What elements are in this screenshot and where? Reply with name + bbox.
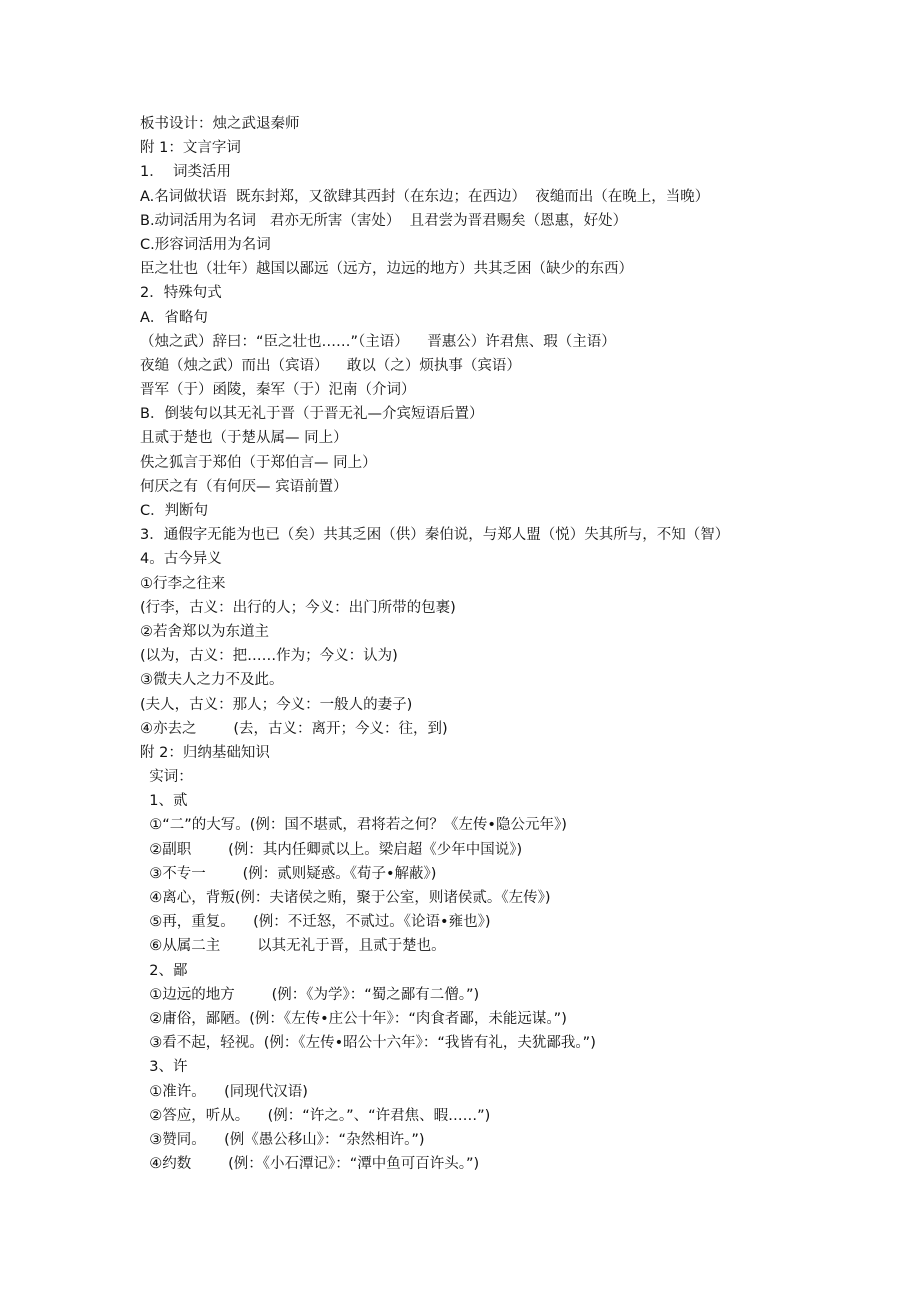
list-item: ②答应，听从。 (例：“许之。”、“许君焦、暇……”)	[140, 1107, 491, 1124]
list-item: ③看不起，轻视。(例：《左传•昭公十六年》：“我皆有礼，夫犹鄙我。”)	[140, 1035, 596, 1052]
list-item: ①准许。 (同现代汉语)	[140, 1083, 308, 1100]
list-item: ②庸俗，鄙陋。(例：《左传•庄公十年》：“肉食者鄙，未能远谋。”)	[140, 1010, 567, 1027]
subsection-heading: 3．通假字无能为也已（矣）共其乏困（供）秦伯说，与郑人盟（悦）失其所与，不知（智）	[140, 527, 730, 544]
text-line: B．倒装句以其无礼于晋（于晋无礼—介宾短语后置）	[140, 406, 484, 423]
text-line: A.名词做状语 既东封郑，又欲肆其西封（在东边；在西边） 夜缒而出（在晚上，当晚）	[140, 188, 710, 205]
text-line: 臣之壮也（壮年）越国以鄙远（远方，边远的地方）共其乏困（缺少的东西）	[140, 261, 633, 278]
document-body	[140, 112, 910, 1176]
text-line: 晋军（于）函陵，秦军（于）氾南（介词）	[140, 382, 416, 399]
list-item: ⑥从属二主 以其无礼于晋，且贰于楚也。	[140, 938, 446, 955]
text-line: A．省略句	[140, 309, 208, 326]
text-line: 佚之狐言于郑伯（于郑伯言— 同上）	[140, 454, 377, 471]
subsection-heading: 1、贰	[140, 793, 188, 810]
text-line: B.动词活用为名词 君亦无所害（害处） 且君尝为晋君赐矣（恩惠，好处）	[140, 212, 628, 229]
text-line: 何厌之有（有何厌— 宾语前置）	[140, 478, 348, 495]
list-item: ③微夫人之力不及此。	[140, 672, 284, 689]
list-item: ①“二”的大写。(例：国不堪贰，君将若之何？《左传•隐公元年》)	[140, 817, 567, 834]
text-line: C.形容词活用为名词	[140, 236, 271, 253]
subsection-heading: 4。古今异义	[140, 551, 222, 568]
text-line: (行李，古义：出行的人；今义：出门所带的包裹)	[140, 599, 456, 616]
list-item: ④离心，背叛(例：夫诸侯之贿，聚于公室，则诸侯贰。《左传》)	[140, 890, 551, 906]
list-item: ⑤再，重复。 (例：不迁怒，不贰过。《论语•雍也》)	[140, 914, 491, 931]
subsection-heading: 2、鄙	[140, 962, 188, 979]
text-line: C．判断句	[140, 503, 209, 519]
list-item: ③赞同。 (例《愚公移山》：“杂然相许。”)	[140, 1131, 425, 1148]
list-item: ④亦去之 (去，古义：离开；今义：往，到)	[140, 720, 448, 737]
subsection-heading: 实词：	[140, 769, 193, 786]
section-heading: 附 1：文言字词	[140, 140, 241, 157]
text-line: (以为，古义：把……作为；今义：认为)	[140, 648, 398, 665]
subsection-heading: 2．特殊句式	[140, 285, 222, 302]
doc-title: 板书设计：烛之武退秦师	[140, 116, 300, 132]
section-heading: 附 2：归纳基础知识	[140, 744, 270, 761]
list-item: ①边远的地方 (例：《为学》：“蜀之鄙有二僧。”)	[140, 986, 480, 1003]
list-item: ③不专一 (例：贰则疑惑。《荀子•解蔽》)	[140, 865, 437, 882]
text-line: （烛之武）辞曰：“臣之壮也……”（主语） 晋惠公）许君焦、瑕（主语）	[140, 333, 616, 350]
text-line: 夜缒（烛之武）而出（宾语） 敢以（之）烦执事（宾语）	[140, 357, 521, 374]
subsection-heading: 3、许	[140, 1059, 188, 1076]
list-item: ②若舍郑以为东道主	[140, 623, 269, 640]
text-line: 且贰于楚也（于楚从属— 同上）	[140, 430, 348, 447]
subsection-heading: 1． 词类活用	[140, 164, 231, 181]
list-item: ①行李之往来	[140, 575, 226, 592]
list-item: ④约数 (例：《小石潭记》：“潭中鱼可百许头。”)	[140, 1156, 480, 1173]
text-line: (夫人，古义：那人；今义：一般人的妻子)	[140, 696, 413, 713]
list-item: ②副职 (例：其内任卿贰以上。梁启超《少年中国说》)	[140, 841, 523, 858]
